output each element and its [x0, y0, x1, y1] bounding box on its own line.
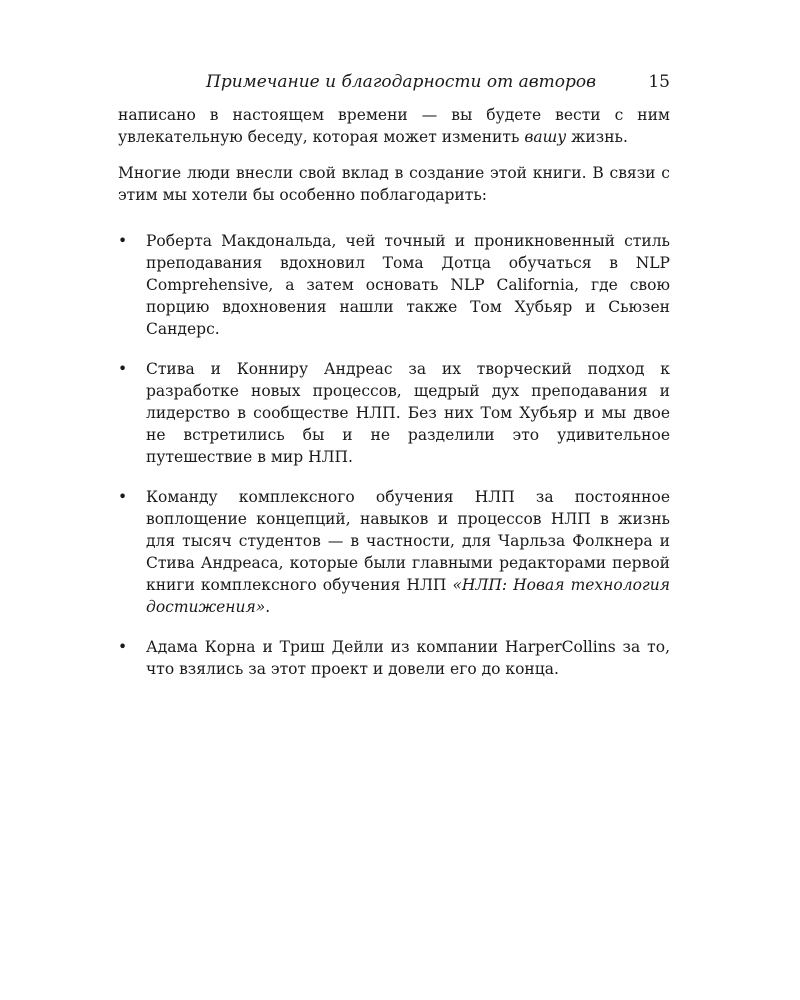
paragraph-text: написано в настоящем времени — вы будете вести с ним увлекательную беседу, которая может изменить: [118, 106, 670, 146]
running-header: [118, 70, 670, 102]
paragraph-text: жизнь.: [566, 128, 628, 146]
book-title-emphasis: «НЛП: Новая технология достижения»: [146, 576, 670, 616]
paragraph-continuation: [118, 104, 670, 148]
list-item-text-part: Команду комплексного обучения НЛП за постоянное воплощение концепций, навыков и процессов НЛП в жизнь для тысяч студентов — в частности, для Чарльза Фолкнера и Стива Андреаса, которые были главными редакторами первой книги комплексного обучения НЛП: [146, 488, 670, 594]
list-item: [118, 230, 670, 340]
list-item-text: Адама Корна и Триш Дейли из компании HarperCollins за то, что взялись за этот проект и довели его до конца.: [146, 638, 670, 678]
book-page: [118, 70, 670, 698]
acknowledgements-list: [118, 230, 670, 680]
list-item-text: Стива и Конниру Андреас за их творческий подход к разработке новых процессов, щедрый дух преподавания и лидерство в сообществе НЛП. Без них Том Хубьяр и мы двое не встретились бы и не разделили это удивительное путешествие в мир НЛП.: [146, 360, 670, 466]
bullet-icon: •: [118, 488, 128, 506]
bullet-icon: •: [118, 360, 128, 378]
paragraph-acknowledgements-intro: Многие люди внесли свой вклад в создание этой книги. В связи с этим мы хотели бы особенно поблагодарить:: [118, 164, 670, 204]
list-item-text: Роберта Макдональда, чей точный и проникновенный стиль преподавания вдохновил Тома Дотца обучаться в NLP Comprehensive, а затем основать NLP California, где свою порцию вдохновения нашли также Том Хубьяр и Сьюзен Сандерс.: [146, 232, 670, 338]
list-item: [118, 358, 670, 468]
bullet-icon: •: [118, 232, 128, 250]
list-item-text: [146, 488, 670, 616]
list-item: [118, 486, 670, 618]
list-item-text-part: .: [265, 598, 271, 616]
list-item: [118, 636, 670, 680]
emphasis-text: вашу: [524, 128, 567, 146]
page-number: 15: [648, 72, 670, 92]
bullet-icon: •: [118, 638, 128, 656]
running-title: Примечание и благодарности от авторов: [206, 72, 597, 92]
